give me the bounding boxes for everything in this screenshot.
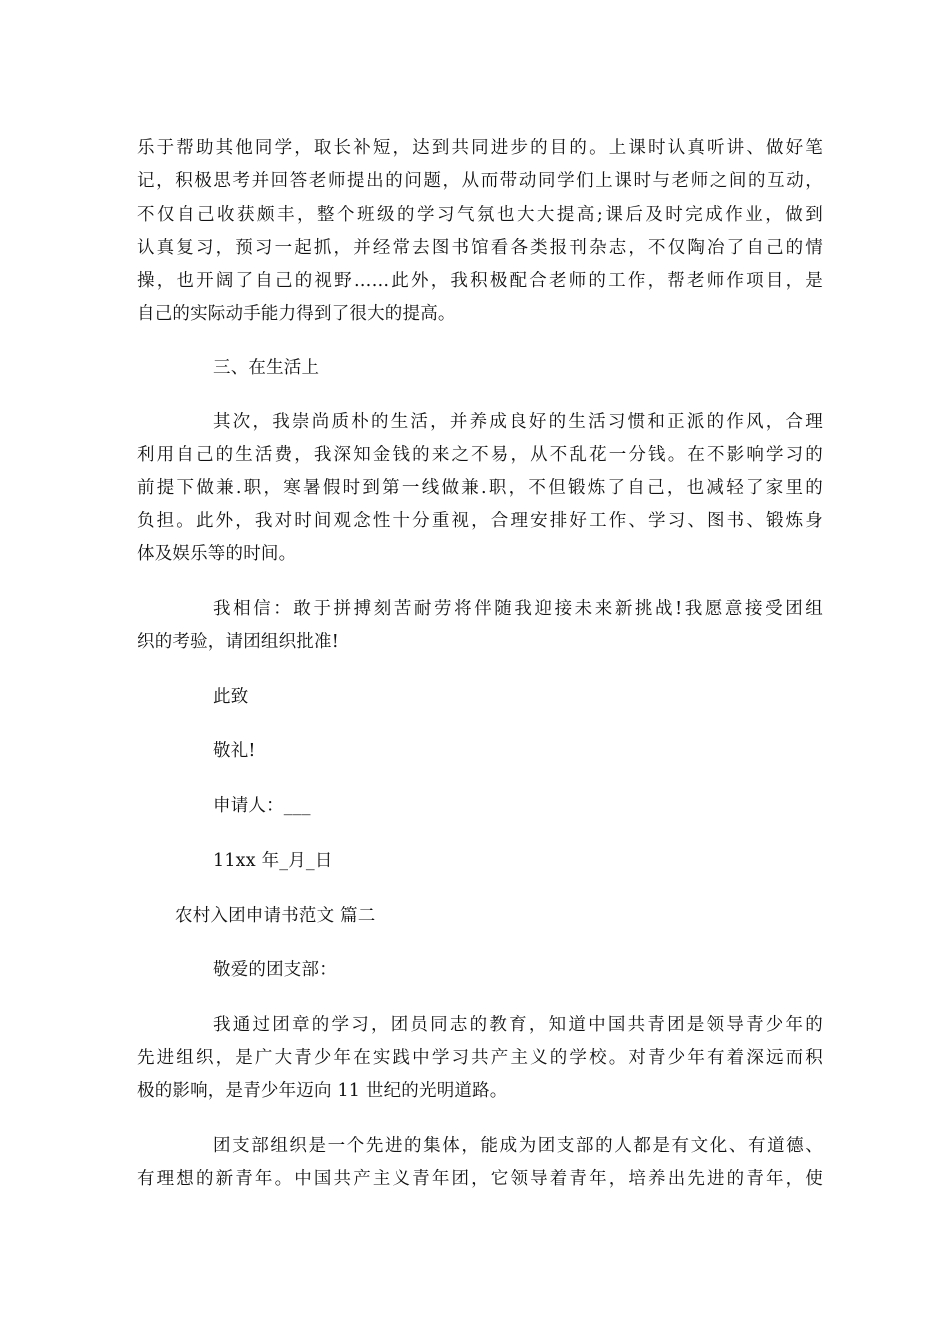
paragraph-line: 乐于帮助其他同学，取长补短，达到共同进步的目的。上课时认真听讲、做好笔: [137, 138, 823, 158]
salutation: 敬爱的团支部：: [213, 960, 337, 980]
section-heading: 三、在生活上: [213, 358, 320, 378]
closing-line: 此致: [213, 687, 249, 707]
paragraph-line: 体及娱乐等的时间。: [137, 544, 297, 564]
paragraph-line: 操，也开阔了自己的视野……此外，我积极配合老师的工作，帮老师作项目，是: [137, 271, 823, 291]
paragraph-line: 前提下做兼.职，寒暑假时到第一线做兼.职，不但锻炼了自己，也减轻了家里的: [137, 478, 823, 498]
paragraph-line: 有理想的新青年。中国共产主义青年团，它领导着青年，培养出先进的青年，使: [137, 1169, 823, 1189]
paragraph-line: 其次，我崇尚质朴的生活，并养成良好的生活习惯和正派的作风，合理: [213, 412, 823, 432]
paragraph-line: 我通过团章的学习，团员同志的教育，知道中国共青团是领导青少年的: [213, 1015, 823, 1035]
paragraph-line: 负担。此外，我对时间观念性十分重视，合理安排好工作、学习、图书、锻炼身: [137, 511, 823, 531]
closing-line: 敬礼!: [213, 741, 256, 761]
paragraph-line: 团支部组织是一个先进的集体，能成为团支部的人都是有文化、有道德、: [213, 1136, 823, 1156]
paragraph-line: 极的影响，是青少年迈向 11 世纪的光明道路。: [137, 1081, 508, 1101]
paragraph-line: 认真复习，预习一起抓，并经常去图书馆看各类报刊杂志，不仅陶冶了自己的情: [137, 238, 823, 258]
paragraph-line: 自己的实际动手能力得到了很大的提高。: [137, 304, 456, 324]
date-line: 11xx 年_月_日: [213, 851, 333, 871]
paragraph-line: 我相信：敢于拼搏刻苦耐劳将伴随我迎接未来新挑战!我愿意接受团组: [213, 599, 823, 619]
paragraph-line: 利用自己的生活费，我深知金钱的来之不易，从不乱花一分钱。在不影响学习的: [137, 445, 823, 465]
section-title: 农村入团申请书范文 篇二: [175, 906, 376, 926]
paragraph-line: 不仅自己收获颇丰，整个班级的学习气氛也大大提高;课后及时完成作业，做到: [137, 205, 823, 225]
paragraph-line: 织的考验，请团组织批准!: [137, 632, 339, 652]
paragraph-line: 先进组织，是广大青少年在实践中学习共产主义的学校。对青少年有着深远而积: [137, 1048, 823, 1068]
paragraph-line: 记，积极思考并回答老师提出的问题，从而带动同学们上课时与老师之间的互动，: [137, 171, 823, 191]
applicant-line: 申请人：___: [213, 796, 311, 816]
